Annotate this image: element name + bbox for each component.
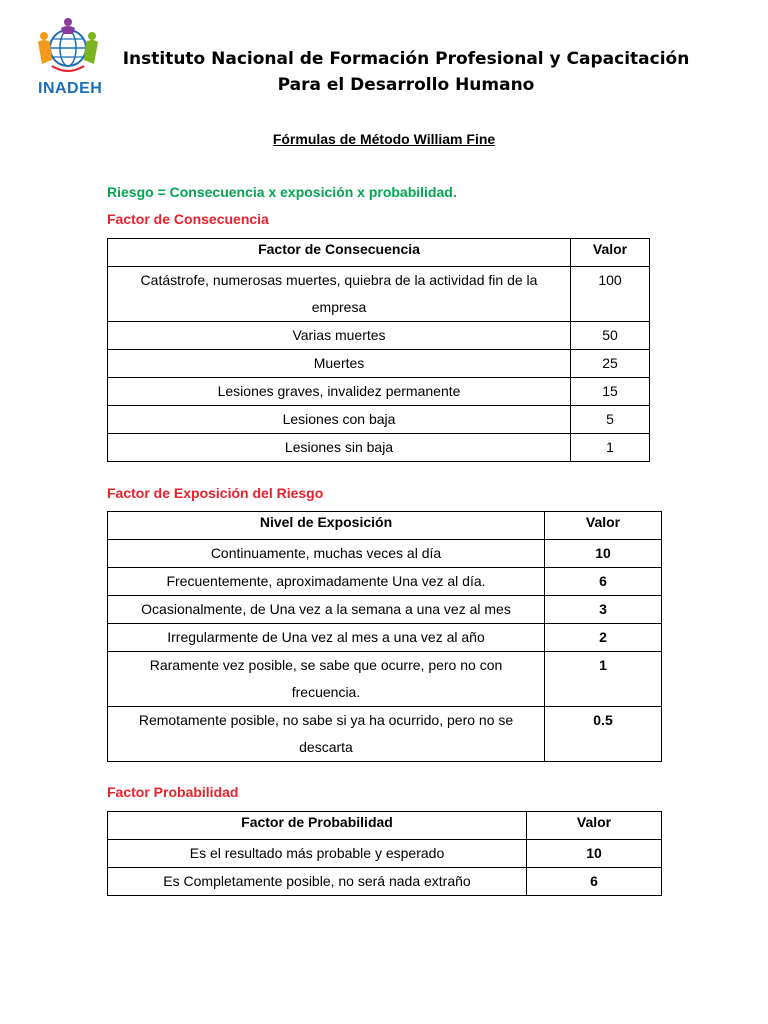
- table-row: [108, 406, 650, 434]
- page-header: [30, 14, 738, 104]
- institution-title: Instituto Nacional de Formación Profesional y Capacitación Para el Desarrollo Humano: [122, 49, 690, 95]
- exposure-heading: Factor de Exposición del Riesgo: [107, 485, 324, 501]
- row-value: 50: [571, 322, 650, 350]
- row-description: Es el resultado más probable y esperado: [108, 840, 527, 868]
- row-description: Varias muertes: [108, 322, 571, 350]
- table-row: [108, 596, 662, 624]
- row-value: 15: [571, 378, 650, 406]
- globe-people-icon: [30, 14, 106, 80]
- column-header-value: Valor: [527, 812, 662, 840]
- row-value: 25: [571, 350, 650, 378]
- row-description: Es Completamente posible, no será nada extraño: [108, 868, 527, 896]
- row-value: 1: [571, 434, 650, 462]
- column-header-factor: Factor de Consecuencia: [108, 239, 571, 267]
- probability-heading: Factor Probabilidad: [107, 784, 239, 800]
- row-value: 0.5: [545, 707, 662, 762]
- row-description: Muertes: [108, 350, 571, 378]
- row-description: Remotamente posible, no sabe si ya ha ocurrido, pero no se descarta: [108, 707, 545, 762]
- row-value: 10: [545, 540, 662, 568]
- table-row: [108, 624, 662, 652]
- column-header-value: Valor: [545, 512, 662, 540]
- risk-formula: Riesgo = Consecuencia x exposición x probabilidad.: [107, 184, 457, 200]
- table-header-row: [108, 812, 662, 840]
- table-row: [108, 378, 650, 406]
- table-row: [108, 707, 662, 762]
- table-row: [108, 652, 662, 707]
- column-header-factor: Factor de Probabilidad: [108, 812, 527, 840]
- table-row: [108, 568, 662, 596]
- row-value: 6: [527, 868, 662, 896]
- row-value: 6: [545, 568, 662, 596]
- document-title: Fórmulas de Método William Fine: [272, 131, 496, 147]
- table-row: [108, 540, 662, 568]
- row-description: Lesiones con baja: [108, 406, 571, 434]
- table-row: [108, 840, 662, 868]
- inadeh-logo: [30, 14, 106, 104]
- table-header-row: [108, 512, 662, 540]
- row-description: Lesiones sin baja: [108, 434, 571, 462]
- table-row: [108, 434, 650, 462]
- table-row: [108, 350, 650, 378]
- row-description: Catástrofe, numerosas muertes, quiebra de la actividad fin de la empresa: [108, 267, 571, 322]
- consequence-heading: Factor de Consecuencia: [107, 211, 269, 227]
- column-header-value: Valor: [571, 239, 650, 267]
- table-row: [108, 267, 650, 322]
- exposure-table: [107, 511, 662, 762]
- row-description: Frecuentemente, aproximadamente Una vez al día.: [108, 568, 545, 596]
- row-value: 10: [527, 840, 662, 868]
- row-value: 3: [545, 596, 662, 624]
- row-value: 100: [571, 267, 650, 322]
- row-value: 5: [571, 406, 650, 434]
- consequence-table: [107, 238, 650, 462]
- table-row: [108, 322, 650, 350]
- column-header-level: Nivel de Exposición: [108, 512, 545, 540]
- row-value: 1: [545, 652, 662, 707]
- logo-text: INADEH: [38, 80, 103, 97]
- table-header-row: [108, 239, 650, 267]
- table-row: [108, 868, 662, 896]
- row-description: Raramente vez posible, se sabe que ocurre, pero no con frecuencia.: [108, 652, 545, 707]
- row-value: 2: [545, 624, 662, 652]
- row-description: Ocasionalmente, de Una vez a la semana a una vez al mes: [108, 596, 545, 624]
- row-description: Continuamente, muchas veces al día: [108, 540, 545, 568]
- probability-table: [107, 811, 662, 896]
- row-description: Irregularmente de Una vez al mes a una vez al año: [108, 624, 545, 652]
- row-description: Lesiones graves, invalidez permanente: [108, 378, 571, 406]
